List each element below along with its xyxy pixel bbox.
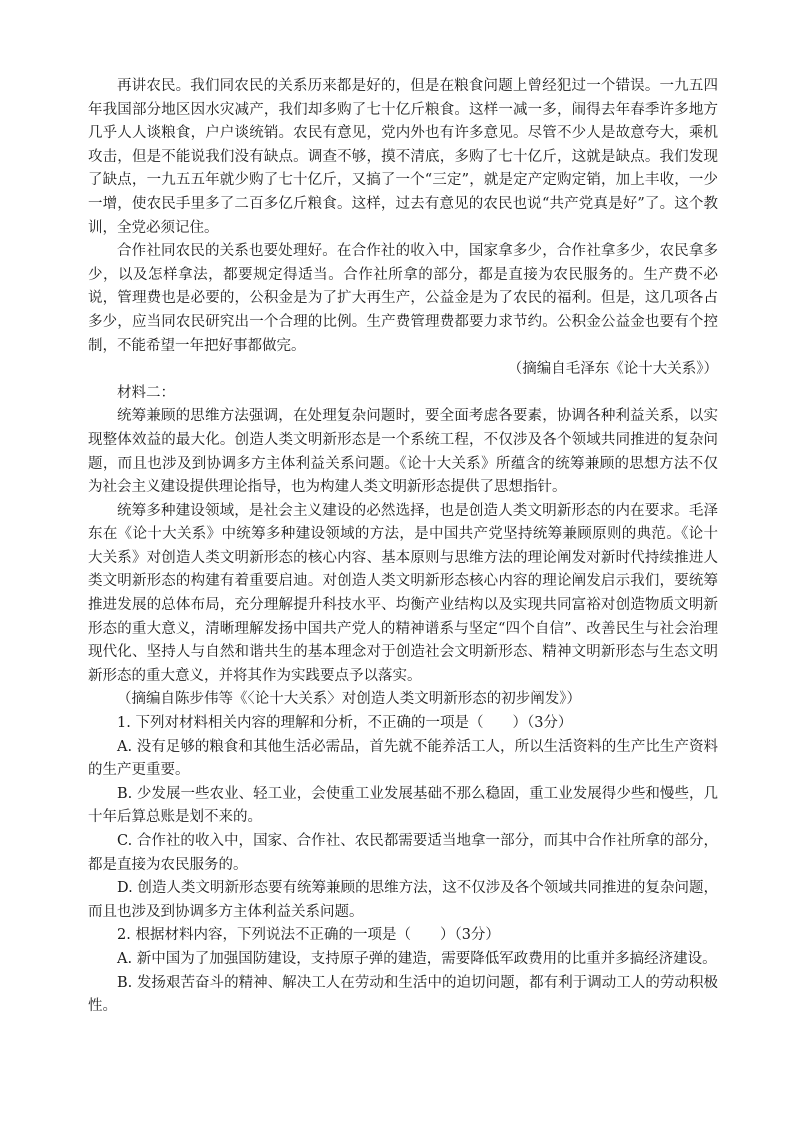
paragraph: 合作社同农民的关系也要处理好。在合作社的收入中，国家拿多少，合作社拿多少，农民拿多少，以及怎样拿法，都要规定得适当。合作社所拿的部分，都是直接为农民服务的。生产费不必说，管理费也是必要的，公积金是为了扩大再生产，公益金是为了农民的福利。但是，这几项各占多少，应当同农民研究出一个合理的比例。生产费管理费都要力求节约。公积金公益金也要有个控制，不能希望一年把好事都做完。 xyxy=(88,243,718,354)
answer-option: B. 少发展一些农业、轻工业，会使重工业发展基础不那么稳固，重工业发展得少些和慢些，几十年后算总账是划不来的。 xyxy=(88,785,718,826)
question-stem: 2. 根据材料内容，下列说法不正确的一项是（ ）（3分） xyxy=(117,927,500,944)
answer-option: B. 发扬艰苦奋斗的精神、解决工人在劳动和生活中的迫切问题，都有利于调动工人的劳动积极性。 xyxy=(88,974,718,1015)
document-body xyxy=(88,75,718,1019)
source-citation: （摘编自毛泽东《论十大关系》） xyxy=(507,361,718,378)
answer-option: C. 合作社的收入中，国家、合作社、农民都需要适当地拿一部分，而其中合作社所拿的部分，都是直接为农民服务的。 xyxy=(88,833,718,873)
question-stem: 1. 下列对材料相关内容的理解和分析，不正确的一项是（ ）（3分） xyxy=(117,715,573,732)
paragraph: 统筹兼顾的思维方法强调，在处理复杂问题时，要全面考虑各要素，协调各种利益关系，以实现整体效益的最大化。创造人类文明新形态是一个系统工程，不仅涉及各个领域共同推进的复杂问题，而且也涉及到协调多方主体利益关系问题。《论十大关系》所蕴含的统筹兼顾的思想方法不仅为社会主义建设提供理论指导，也为构建人类文明新形态提供了思想指针。 xyxy=(88,408,718,496)
answer-option: D. 创造人类文明新形态要有统筹兼顾的思维方法，这不仅涉及各个领域共同推进的复杂问题，而且也涉及到协调多方主体利益关系问题。 xyxy=(88,880,718,920)
section-heading: 材料二： xyxy=(117,384,175,401)
source-citation: （摘编自陈步伟等《〈论十大关系〉对创造人类文明新形态的初步阐发》） xyxy=(117,691,581,708)
answer-option: A. 没有足够的粮食和其他生活必需品，首先就不能养活工人，所以生活资料的生产比生产资料的生产更重要。 xyxy=(88,738,718,779)
paragraph: 统筹多种建设领域，是社会主义建设的必然选择，也是创造人类文明新形态的内在要求。毛泽东在《论十大关系》中统筹多种建设领域的方法，是中国共产党坚持统筹兼顾原则的典范。《论十大关系》对创造人类文明新形态的核心内容、基本原则与思维方法的理论阐发对新时代持续推进人类文明新形态的构建有着重要启迪。对创造人类文明新形态核心内容的理论阐发启示我们，要统筹推进发展的总体布局，充分理解提升科技水平、均衡产业结构以及实现共同富裕对创造物质文明新形态的重大意义，清晰理解发扬中国共产党人的精神谱系与坚定“四个自信”、改善民生与社会治理现代化、坚持人与自然和谐共生的基本理念对于创造社会文明新形态、精神文明新形态与生态文明新形态的重大意义，并将其作为实践要点予以落实。 xyxy=(88,502,718,684)
paragraph: 再讲农民。我们同农民的关系历来都是好的，但是在粮食问题上曾经犯过一个错误。一九五四年我国部分地区因水灾减产，我们却多购了七十亿斤粮食。这样一减一多，闹得去年春季许多地方几乎人人谈粮食，户户谈统销。农民有意见，党内外也有许多意见。尽管不少人是故意夸大，乘机攻击，但是不能说我们没有缺点。调查不够，摸不清底，多购了七十亿斤，这就是缺点。我们发现了缺点，一九五五年就少购了七十亿斤，又搞了一个“三定”，就是定产定购定销，加上丰收，一少一增，使农民手里多了二百多亿斤粮食。这样，过去有意见的农民也说“共产党真是好”了。这个教训，全党必须记住。 xyxy=(88,78,718,236)
answer-option: A. 新中国为了加强国防建设，支持原子弹的建造，需要降低军政费用的比重并多搞经济建设。 xyxy=(117,950,717,967)
